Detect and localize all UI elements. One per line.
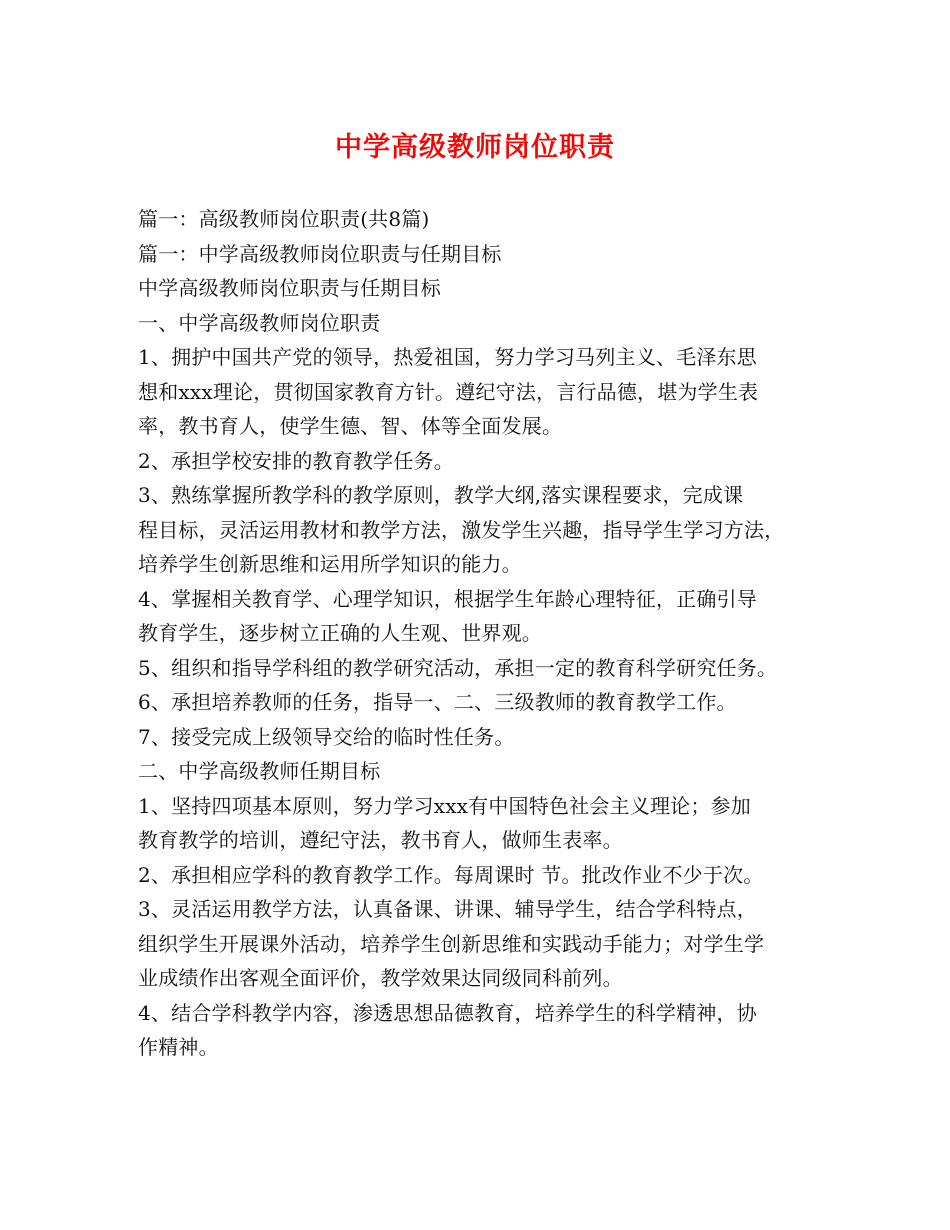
document-title: 中学高级教师岗位职责 bbox=[335, 132, 615, 163]
text-line: 1、坚持四项基本原则，努力学习xxx有中国特色社会主义理论；参加 bbox=[138, 793, 751, 818]
text-line: 篇一：高级教师岗位职责(共8篇) bbox=[138, 207, 430, 231]
text-line: 教育教学的培训，遵纪守法，教书育人，做师生表率。 bbox=[138, 828, 623, 852]
text-line: 3、灵活运用教学方法，认真备课、讲课、辅导学生，结合学科特点， bbox=[138, 897, 757, 921]
text-line: 3、熟练掌握所教学科的教学原则，教学大纲,落实课程要求，完成课 bbox=[138, 483, 744, 507]
text-line: 1、拥护中国共产党的领导，热爱祖国，努力学习马列主义、毛泽东思 bbox=[138, 345, 757, 369]
text-line: 组织学生开展课外活动，培养学生创新思维和实践动手能力；对学生学 bbox=[138, 931, 765, 956]
text-line: 业成绩作出客观全面评价，教学效果达同级同科前列。 bbox=[138, 966, 623, 990]
text-line: 中学高级教师岗位职责与任期目标 bbox=[138, 276, 441, 300]
text-line: 4、掌握相关教育学、心理学知识，根据学生年龄心理特征，正确引导 bbox=[138, 586, 757, 611]
text-line: 篇一：中学高级教师岗位职责与任期目标 bbox=[138, 241, 502, 266]
text-line: 程目标，灵活运用教材和教学方法，激发学生兴趣，指导学生学习方法， bbox=[138, 517, 785, 542]
document-body bbox=[138, 202, 828, 1065]
text-line: 教育学生，逐步树立正确的人生观、世界观。 bbox=[138, 621, 542, 645]
text-line: 作精神。 bbox=[138, 1035, 219, 1059]
text-line: 二、中学高级教师任期目标 bbox=[138, 759, 381, 783]
text-line: 4、结合学科教学内容，渗透思想品德教育，培养学生的科学精神，协 bbox=[138, 1000, 757, 1025]
text-line: 2、承担相应学科的教育教学工作。每周课时 节。批改作业不少于次。 bbox=[138, 862, 764, 887]
text-line: 2、承担学校安排的教育教学任务。 bbox=[138, 448, 454, 473]
text-line: 想和xxx理论，贯彻国家教育方针。遵纪守法，言行品德，堪为学生表 bbox=[138, 379, 759, 404]
text-line: 一、中学高级教师岗位职责 bbox=[138, 310, 381, 335]
text-line: 7、接受完成上级领导交给的临时性任务。 bbox=[138, 724, 515, 749]
text-line: 5、组织和指导学科组的教学研究活动，承担一定的教育科学研究任务。 bbox=[138, 655, 778, 680]
text-line: 率，教书育人，使学生德、智、体等全面发展。 bbox=[138, 414, 563, 438]
text-line: 培养学生创新思维和运用所学知识的能力。 bbox=[138, 552, 522, 576]
text-line: 6、承担培养教师的任务，指导一、二、三级教师的教育教学工作。 bbox=[138, 690, 737, 714]
